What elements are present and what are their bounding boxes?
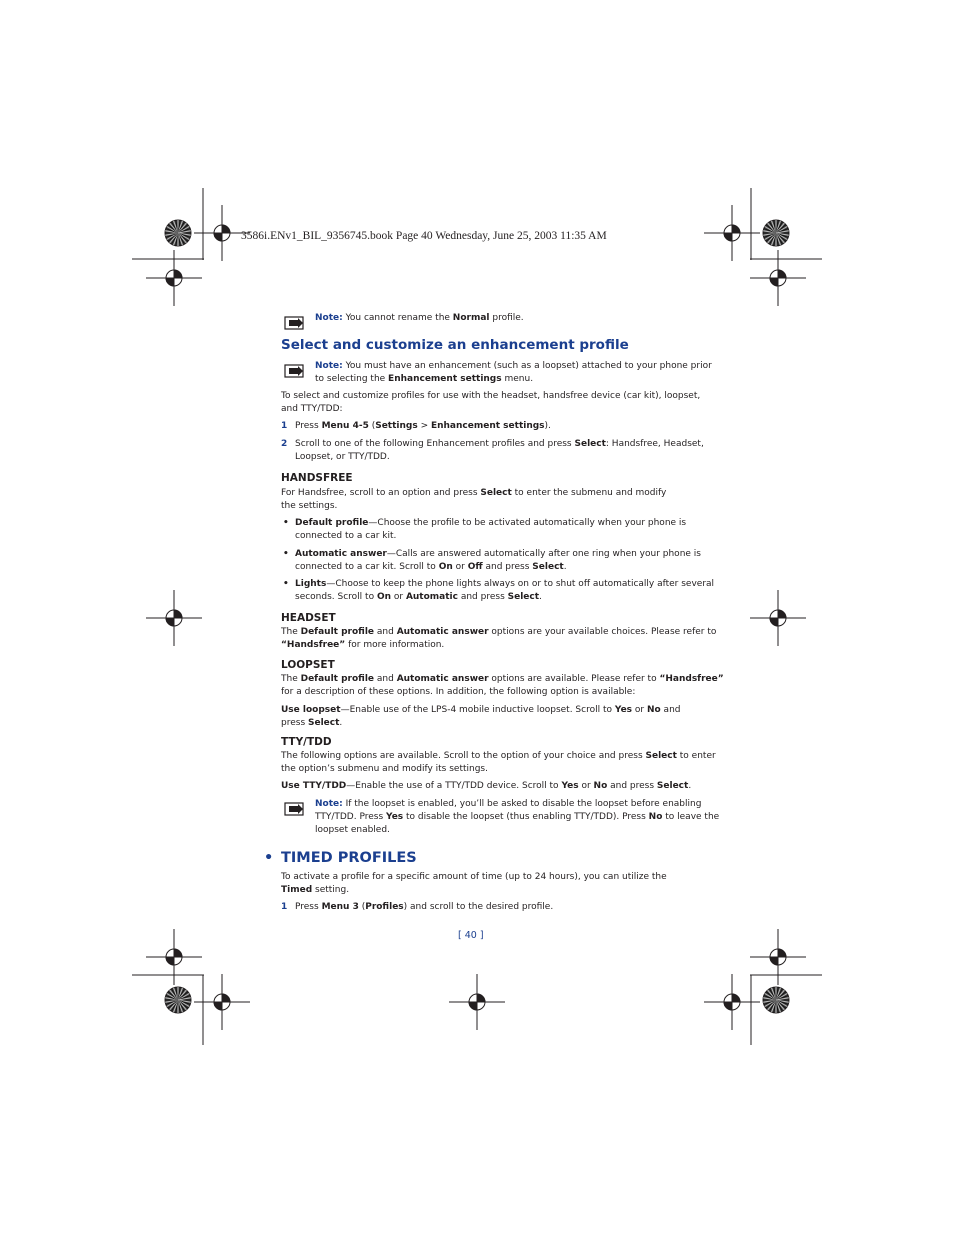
- use-loopset-paragraph: Use loopset—Enable use of the LPS-4 mobile inductive loopset. Scroll to Yes or No and press Select.: [281, 705, 681, 728]
- starburst-target: [165, 987, 191, 1013]
- timed-step-1: 1 Press Menu 3 (Profiles) and scroll to the desired profile.: [281, 902, 554, 912]
- crosshair-target: [704, 974, 760, 1030]
- bullet-default-profile: • Default profile—Choose the profile to be activated automatically when your phone is connected to a car kit.: [283, 518, 687, 541]
- headset-paragraph: The Default profile and Automatic answer options are your available choices. Please refer to “Handsfree” for more information.: [281, 627, 717, 650]
- crosshair-target: [449, 974, 505, 1030]
- note-icon: [284, 364, 306, 378]
- starburst-target: [165, 220, 191, 246]
- heading-timed-profiles: TIMED PROFILES: [281, 850, 417, 866]
- section-title-enhancement: Select and customize an enhancement profile: [281, 337, 629, 353]
- step-1: 1 Press Menu 4-5 (Settings > Enhancement settings).: [281, 421, 551, 431]
- heading-loopset: LOOPSET: [281, 659, 335, 671]
- handsfree-paragraph: For Handsfree, scroll to an option and press Select to enter the submenu and modify the settings.: [281, 488, 667, 511]
- starburst-target: [763, 220, 789, 246]
- heading-headset: HEADSET: [281, 612, 336, 624]
- page-number: [ 40 ]: [458, 930, 484, 941]
- crosshair-target: [750, 250, 806, 306]
- note-icon: [284, 316, 306, 330]
- step-2: 2 Scroll to one of the following Enhancement profiles and press Select: Handsfree, Headset, Loopset, or TTY/TDD.: [281, 439, 704, 462]
- tty-tdd-paragraph: The following options are available. Scroll to the option of your choice and press Select to enter the option’s submenu and modify its settings.: [281, 751, 716, 774]
- note-loopset-disable: Note: If the loopset is enabled, you’ll be asked to disable the loopset before enabling TTY/TDD. Press Yes to disable the loopset (thus enabling TTY/TDD). Press No to leave the loopset enabled.: [315, 799, 720, 835]
- heading-handsfree: HANDSFREE: [281, 472, 353, 484]
- crosshair-target: [146, 929, 202, 985]
- use-tty-tdd-paragraph: Use TTY/TDD—Enable the use of a TTY/TDD device. Scroll to Yes or No and press Select.: [281, 781, 692, 791]
- timed-profiles-paragraph: To activate a profile for a specific amount of time (up to 24 hours), you can utilize the Timed setting.: [281, 872, 667, 895]
- book-header-line: 3586i.ENv1_BIL_9356745.book Page 40 Wednesday, June 25, 2003 11:35 AM: [241, 230, 607, 242]
- note-icon: [284, 802, 306, 816]
- bullet-automatic-answer: • Automatic answer—Calls are answered automatically after one ring when your phone is connected to a car kit. Scroll to On or Off and press Select.: [283, 549, 701, 572]
- crosshair-target: [146, 250, 202, 306]
- intro-paragraph: To select and customize profiles for use with the headset, handsfree device (car kit), loopset, and TTY/TDD:: [281, 391, 701, 414]
- bullet-lights: • Lights—Choose to keep the phone lights always on or to shut off automatically after several seconds. Scroll to On or Automatic and press Select.: [283, 579, 715, 602]
- crosshair-target: [146, 590, 202, 646]
- crosshair-target: [750, 929, 806, 985]
- heading-tty-tdd: TTY/TDD: [281, 736, 332, 748]
- note-enhancement-required: Note: You must have an enhancement (such as a loopset) attached to your phone prior to selecting the Enhancement settings menu.: [315, 361, 712, 384]
- note-rename-normal: Note: You cannot rename the Normal profile.: [315, 313, 524, 323]
- crosshair-target: [194, 974, 250, 1030]
- starburst-target: [763, 987, 789, 1013]
- crosshair-target: [704, 205, 760, 261]
- loopset-paragraph: The Default profile and Automatic answer options are available. Please refer to “Handsfree” for a description of these options. In addition, the following option is available:: [281, 674, 724, 697]
- crosshair-target: [750, 590, 806, 646]
- timed-profiles-bullet: •: [264, 850, 274, 866]
